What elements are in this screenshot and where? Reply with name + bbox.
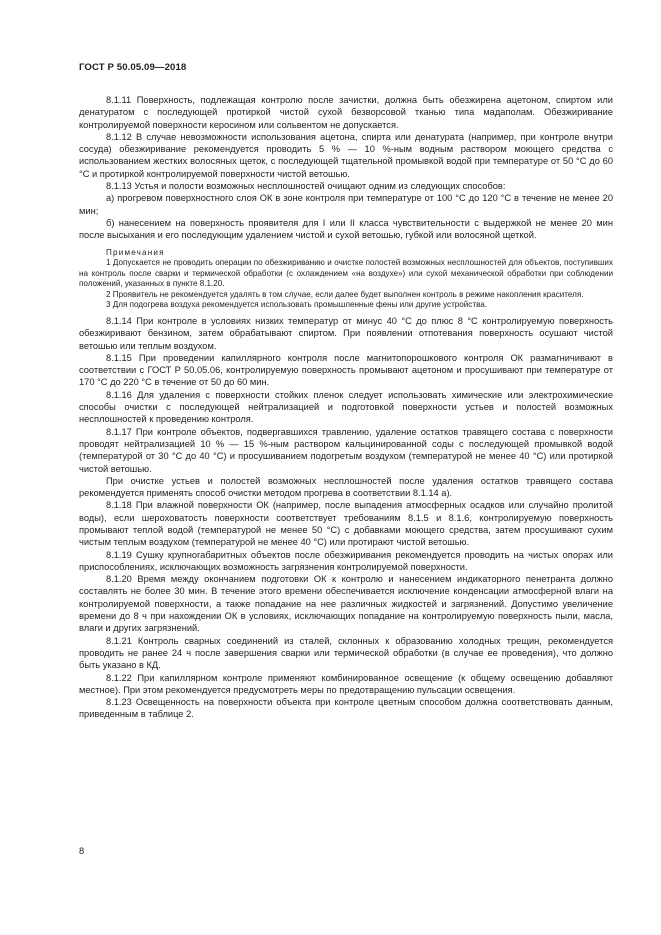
notes-block: [79, 248, 613, 311]
paragraph-8-1-22: 8.1.22 При капиллярном контроле применяют комбинированное освещение (к общему освещению добавляют местное). При этом рекомендуется предусмотреть меры по предотвращению пульсации освещения.: [79, 672, 613, 695]
paragraph-8-1-12: 8.1.12 В случае невозможности использования ацетона, спирта или денатурата (например, при контроле внутри сосуда) обезжиривание рекомендуется проводить 5 % — 10 %-ным водным раствором моющего средства с использованием жестких волосяных щеток, с последующей тщательной промывкой водой при температуре от 50 °С до 60 °С и протиркой контролируемой поверхности чистой ветошью.: [79, 131, 613, 179]
paragraph-8-1-11: 8.1.11 Поверхность, подлежащая контролю после зачистки, должна быть обезжирена ацетоном, спиртом или денатуратом с последующей протиркой чистой сухой безворсовой тканью типа мадаполам. Обезжиривание контролируемой поверхности керосином или сольвентом не допускается.: [79, 95, 613, 130]
list-item-a: а) прогревом поверхностного слоя ОК в зоне контроля при температуре от 100 °С до 120 °С в течение не менее 20 мин;: [79, 193, 613, 216]
main-text: [79, 94, 613, 721]
paragraph-8-1-19: 8.1.19 Сушку крупногабаритных объектов после обезжиривания рекомендуется проводить на чистых опорах или приспособлениях, исключающих возможность загрязнения контролируемой поверхности.: [79, 549, 613, 572]
page-number: 8: [79, 846, 85, 856]
paragraph-8-1-18: 8.1.18 При влажной поверхности ОК (например, после выпадения атмосферных осадков или случайно пролитой воды), если шероховатость поверхности соответствует требованиям 8.1.5 и 8.1.6, контролируемую поверхность промывают теплой водой (температурой не менее 50 °С) с добавками моющего средства, затем просушивают сухим чистым теплым воздухом (температурой не менее 40 °С) или протирают чистой ветошью.: [79, 500, 613, 548]
paragraph-8-1-21: 8.1.21 Контроль сварных соединений из сталей, склонных к образованию холодных трещин, рекомендуется проводить не ранее 24 ч после завершения сварки или термической обработки (в случае ее проведения), что должно быть указано в КД.: [79, 635, 613, 671]
list-item-b: б) нанесением на поверхность проявителя для I или II класса чувствительности с выдержкой не менее 20 мин после высыхания и его последующим удалением чистой и сухой ветошью, губкой или волосяной щеткой.: [79, 217, 613, 241]
paragraph-8-1-16: 8.1.16 Для удаления с поверхности стойких пленок следует использовать химические или электрохимические способы очистки с последующей нейтрализацией и подготовкой поверхности устьев и полостей возможных несплошностей к проведению контроля.: [79, 389, 613, 425]
paragraph-8-1-23: 8.1.23 Освещенность на поверхности объекта при контроле цветным способом должна соответствовать данным, приведенным в таблице 2.: [79, 697, 613, 720]
paragraph-8-1-17: 8.1.17 При контроле объектов, подвергавшихся травлению, удаление остатков травящего состава с поверхности проводят нейтрализацией 10 % — 15 %-ным раствором кальцинированной соды с последующей промывкой водой (температурой от 30 °С до 40 °С) и просушиванием подогретым воздухом (температурой не менее 40 °С) или протиркой чистой ветошью.: [79, 426, 613, 474]
standard-header: ГОСТ Р 50.05.09—2018: [79, 62, 187, 73]
paragraph-8-1-13: 8.1.13 Устья и полости возможных несплошностей очищают одним из следующих способов:: [106, 181, 506, 192]
note-3: 3 Для подогрева воздуха рекомендуется использовать промышленные фены или другие устройства.: [106, 300, 488, 310]
paragraph-8-1-15: 8.1.15 При проведении капиллярного контроля после магнитопорошкового контроля ОК размагничивают в соответствии с ГОСТ Р 50.05.06, контролируемую поверхность промывают ацетоном и просушивают при температуре от 170 °С до 220 °С в течение от 50 до 60 мин.: [79, 352, 613, 388]
paragraph-8-1-14: 8.1.14 При контроле в условиях низких температур от минус 40 °С до плюс 8 °С контролируемую поверхность обезжиривают бензином, затем обрабатывают спиртом. При появлении отпотевания поверхность осушают чистой ветошью или теплым воздухом.: [79, 315, 613, 351]
notes-title: Примечания: [106, 247, 165, 257]
note-1: 1 Допускается не проводить операции по обезжириванию и очистке полостей возможных несплошностей для объектов, поступивших на контроль после сварки и термической обработки (с охлаждением «на воздухе») или сухой механической обработки при соблюдении положений, указанных в пункте 8.1.20.: [79, 257, 613, 289]
note-2: 2 Проявитель не рекомендуется удалять в том случае, если далее будет выполнен контроль в режиме накопления красителя.: [106, 289, 584, 299]
paragraph-8-1-20: 8.1.20 Время между окончанием подготовки ОК к контролю и нанесением индикаторного пенетранта должно составлять не более 30 мин. В течение этого времени обеспечивается исключение конденсации атмосферной влаги на контролируемой поверхности, а также попадание на нее различных жидкостей и загрязнений. Допустимо увеличение времени до 8 ч при нахождении ОК в условиях, исключающих попадание на контролируемую поверхность пыли, масла, влаги и других загрязнений.: [79, 574, 613, 634]
paragraph-8-1-17-cont: При очистке устьев и полостей возможных несплошностей после удаления остатков травящего состава рекомендуется применять способ очистки методом прогрева в соответствии 8.1.14 а).: [79, 475, 613, 499]
